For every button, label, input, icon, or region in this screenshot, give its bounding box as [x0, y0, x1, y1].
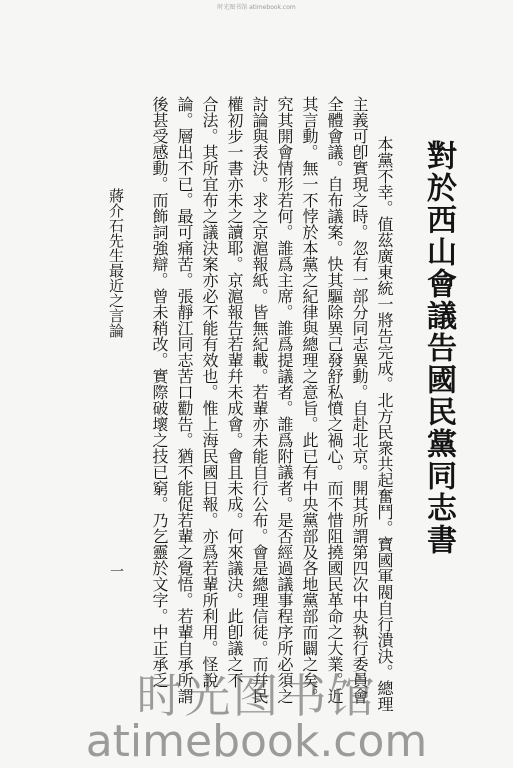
text-column: 後甚受感動。而飾詞強辯。曾未稍改。實際破壞之技已窮。乃乞靈於文字。中正承乏: [150, 96, 169, 688]
text-column: 主義可卽實現之時。忽有一部分同志異動。自赴北京。開其所謂第四次中央執行委員會: [350, 96, 369, 704]
text-column: 究其開會情形若何。誰爲主席。誰爲提議者。誰爲附議者。是否經過議事程序所必須之: [275, 96, 294, 704]
running-title: 蔣介石先生最近之言論: [107, 188, 125, 338]
text-column: 論。層出不已。最可痛苦。張靜江同志苦口勸告。猶不能促若輩之覺悟。若輩自承所謂: [175, 96, 194, 704]
page-number: 一: [108, 564, 124, 578]
text-column: 其言動。無一不悖於本黨之紀律與總理之意旨。此已有中央黨部及各地黨部而闢之矣。: [300, 96, 319, 704]
document-title: 對於西山會議告國民黨同志書: [421, 140, 456, 556]
watermark-chinese: 时光图书馆: [136, 669, 377, 723]
text-column: 全體會議。自布議案。快其驅除異己發舒私憤之禍心。而不惜阻撓國民革命之大業。近: [325, 96, 344, 704]
text-column: 合法。其所宜布之議決案亦必不能有效也。惟上海民國日報。亦爲若輩所利用。怪說: [200, 96, 219, 688]
watermark-url: atimebook.com: [85, 716, 428, 767]
source-banner: 时光图书馆 atimebook.com: [217, 4, 296, 11]
text-column: 討論與表決。求之京滬報紙。皆無紀載。若輩亦未能自行公布。會是總理信徒。而幷民: [250, 96, 269, 704]
text-column: 本黨不幸。值茲廣東統一將告完成。北方民衆共起奮鬥。寶國軍閥自行潰決。總理: [375, 136, 394, 712]
text-column: 權初步一書亦未之讀耶。京滬報告若輩幷未成會。會且未成。何來議決。此卽議之不: [225, 96, 244, 688]
